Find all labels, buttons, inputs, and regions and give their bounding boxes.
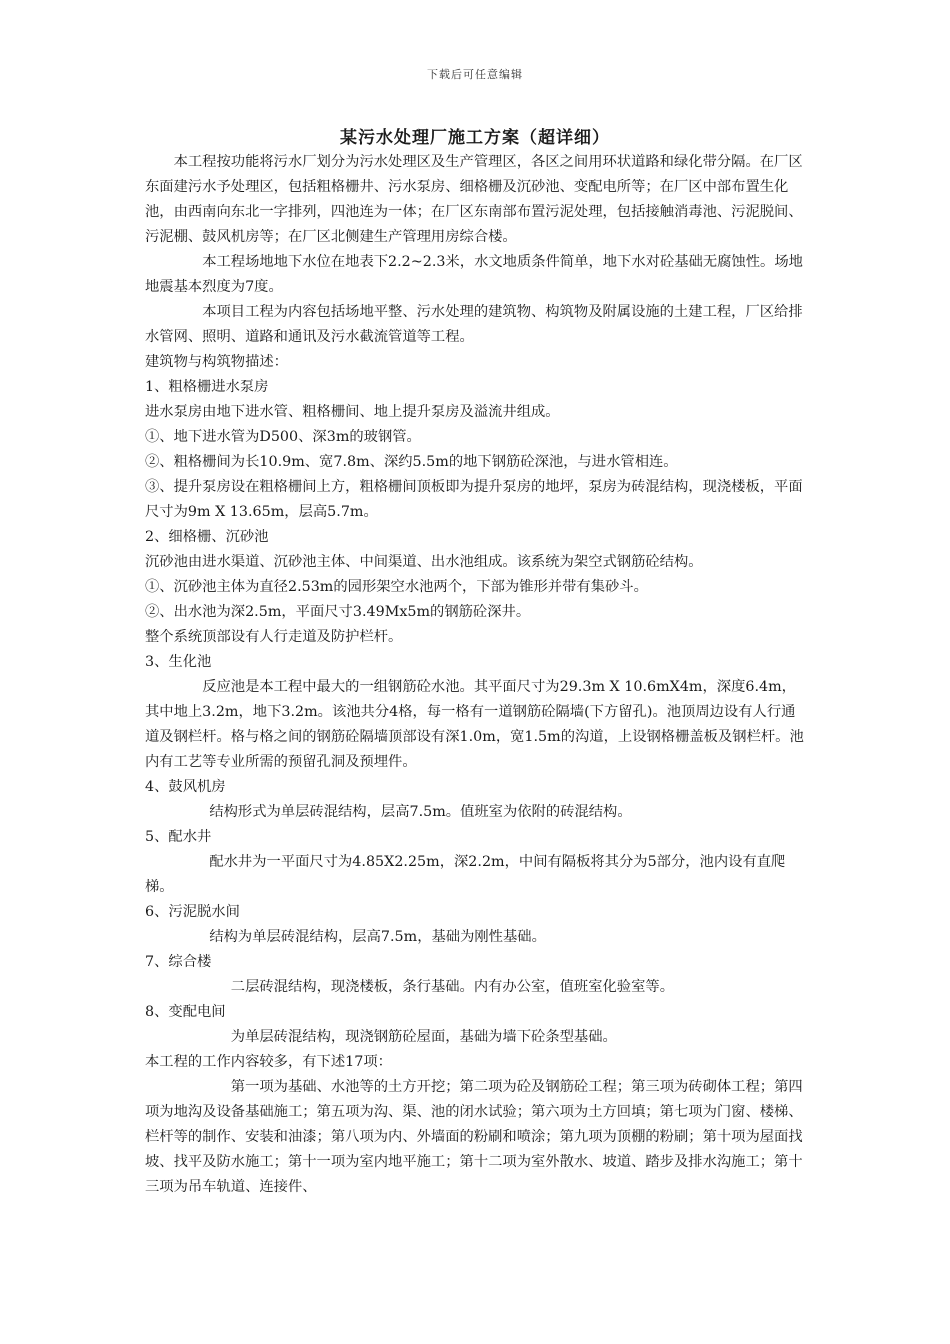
section-heading-6: 6、污泥脱水间: [145, 904, 240, 920]
section-heading: 建筑物与构筑物描述：: [145, 354, 288, 370]
paragraph-scope: 本项目工程为内容包括场地平整、污水处理的建筑物、构筑物及附属设施的土建工程，厂区给排水管网、照明、道路和通讯及污水截流管道等工程。: [145, 304, 803, 345]
list-item: ②、出水池为深2.5m，平面尺寸3.49Mx5m的钢筋砼深井。: [145, 604, 531, 620]
paragraph: 结构形式为单层砖混结构，层高7.5m。值班室为依附的砖混结构。: [209, 804, 632, 820]
paragraph: 沉砂池由进水渠道、沉砂池主体、中间渠道、出水池组成。该系统为架空式钢筋砼结构。: [145, 554, 703, 570]
list-item: ①、地下进水管为D500、深3m的玻钢管。: [145, 429, 421, 445]
document-body: [145, 150, 805, 1200]
section-heading-4: 4、鼓风机房: [145, 779, 226, 795]
paragraph: 配水井为一平面尺寸为4.85X2.25m，深2.2m，中间有隔板将其分为5部分，池内设有直爬梯。: [145, 854, 786, 895]
paragraph: 进水泵房由地下进水管、粗格栅间、地上提升泵房及溢流井组成。: [145, 404, 560, 420]
section-heading-2: 2、细格栅、沉砂池: [145, 529, 269, 545]
section-heading-7: 7、综合楼: [145, 954, 212, 970]
page-header-note: 下载后可任意编辑: [427, 68, 523, 81]
paragraph: 整个系统顶部设有人行走道及防护栏杆。: [145, 629, 403, 645]
paragraph: 本工程的工作内容较多，有下述17项：: [145, 1054, 392, 1070]
document-title: 某污水处理厂施工方案（超详细）: [340, 128, 610, 148]
paragraph: 反应池是本工程中最大的一组钢筋砼水池。其平面尺寸为29.3m X 10.6mX4m，深度6.4m， 其中地上3.2m，地下3.2m。该池共分4格，每一格有一道钢筋砼隔墙(下方留孔)。池顶周边设有人行通道及钢栏杆。格与格之间的钢筋砼隔墙顶部设有深1.0m，宽1.5m的沟道，上设钢格栅盖板及钢栏杆。池内有工艺等专业所需的预留孔洞及预埋件。: [145, 679, 804, 770]
paragraph: 二层砖混结构，现浇楼板，条行基础。内有办公室，值班室化验室等。: [230, 979, 674, 995]
section-heading-3: 3、生化池: [145, 654, 212, 670]
paragraph-overview: 本工程按功能将污水厂划分为污水处理区及生产管理区，各区之间用环状道路和绿化带分隔。在厂区东面建污水予处理区，包括粗格栅井、污水泵房、细格栅及沉砂池、变配电所等；在厂区中部布置生化池，由西南向东北一字排列，四池连为一体；在厂区东南部布置污泥处理，包括接触消毒池、污泥脱间、污泥棚、鼓风机房等；在厂区北侧建生产管理用房综合楼。: [145, 154, 803, 245]
section-heading-1: 1、粗格栅进水泵房: [145, 379, 269, 395]
paragraph-work-items: 第一项为基础、水池等的土方开挖；第二项为砼及钢筋砼工程；第三项为砖砌体工程；第四项为地沟及设备基础施工；第五项为沟、渠、池的闭水试验；第六项为土方回填；第七项为门窗、楼梯、栏杆等的制作、安装和油漆；第八项为内、外墙面的粉刷和喷涂；第九项为顶棚的粉刷；第十项为屋面找坡、找平及防水施工；第十一项为室内地平施工；第十二项为室外散水、坡道、踏步及排水沟施工；第十三项为吊车轨道、连接件、: [145, 1079, 803, 1195]
list-item: ②、粗格栅间为长10.9m、宽7.8m、深约5.5m的地下钢筋砼深池，与进水管相连。: [145, 454, 678, 470]
paragraph-groundwater: 本工程场地地下水位在地表下2.2~2.3米，水文地质条件简单，地下水对砼基础无腐蚀性。场地地震基本烈度为7度。: [145, 254, 803, 295]
section-heading-5: 5、配水井: [145, 829, 212, 845]
section-heading-8: 8、变配电间: [145, 1004, 226, 1020]
list-item: ③、提升泵房设在粗格栅间上方，粗格栅间顶板即为提升泵房的地坪，泵房为砖混结构，现浇楼板，平面尺寸为9m X 13.65m，层高5.7m。: [145, 479, 803, 520]
list-item: ①、沉砂池主体为直径2.53m的园形架空水池两个，下部为锥形并带有集砂斗。: [145, 579, 648, 595]
paragraph: 为单层砖混结构，现浇钢筋砼屋面，基础为墙下砼条型基础。: [230, 1029, 617, 1045]
paragraph: 结构为单层砖混结构，层高7.5m，基础为刚性基础。: [209, 929, 546, 945]
